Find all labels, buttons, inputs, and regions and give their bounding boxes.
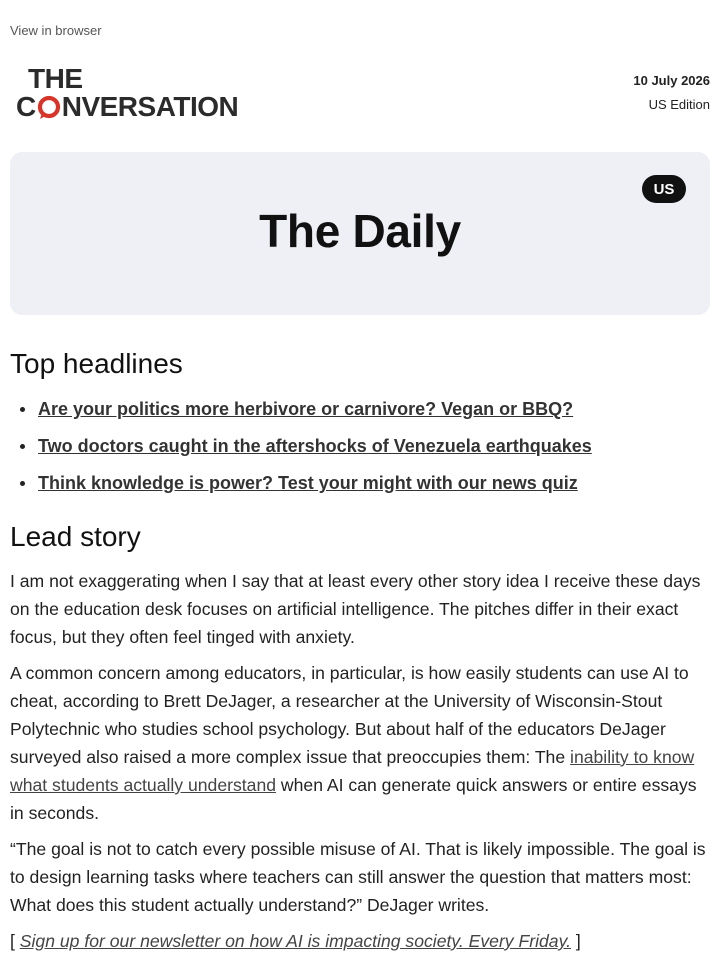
lead-paragraph-2-text-end: when AI can generate quick answers or entire essays in seconds. [10, 775, 697, 823]
newsletter-signup-line [10, 927, 712, 955]
edition-badge: US [642, 175, 686, 203]
speech-bubble-icon [37, 95, 61, 119]
lead-story-body [10, 567, 712, 963]
lead-paragraph-1: I am not exaggerating when I say that at least every other story idea I receive these days on the education desk focuses on artificial intelligence. The pitches differ in their exact focus, but they often feel tinged with anxiety. [10, 571, 701, 647]
logo-line-2 [16, 92, 238, 122]
newsletter-banner [10, 152, 710, 315]
lead-paragraph-3: “The goal is not to catch every possible misuse of AI. That is likely impossible. The goal is to design learning tasks where teachers can still answer the question that matters most: What does this student actually understand?” DeJager writes. [10, 839, 706, 915]
view-in-browser-link[interactable]: View in browser [10, 23, 102, 38]
headline-link-2[interactable]: Two doctors caught in the aftershocks of Venezuela earthquakes [38, 436, 592, 456]
signup-close-bracket: ] [570, 931, 581, 951]
headline-item [10, 395, 700, 432]
logo-letter-c: C [16, 91, 36, 122]
lead-paragraph-2 [10, 659, 712, 827]
logo-line-1: THE [28, 63, 83, 94]
understanding-article-link[interactable]: inability to know what students actually understand [10, 747, 695, 795]
headline-item [10, 469, 700, 506]
top-headlines-heading: Top headlines [10, 348, 183, 379]
headline-link-3[interactable]: Think knowledge is power? Test your might with our news quiz [38, 473, 578, 493]
lead-story-heading: Lead story [10, 521, 141, 552]
lead-paragraph-2-text: A common concern among educators, in particular, is how easily students can use AI to cheat, according to Brett DeJager, a researcher at the University of Wisconsin-Stout Polytechnic who studies school psychology. But about half of the educators DeJager surveyed also raised a more complex issue that preoccupies them: The [10, 663, 689, 767]
newsletter-title: The Daily [259, 205, 461, 257]
logo-remaining-letters: NVERSATION [61, 91, 239, 122]
signup-open-bracket: [ [10, 931, 20, 951]
headline-link-1[interactable]: Are your politics more herbivore or carnivore? Vegan or BBQ? [38, 399, 574, 419]
newsletter-signup-link[interactable]: Sign up for our newsletter on how AI is impacting society. Every Friday. [19, 931, 571, 951]
headline-item [10, 432, 700, 469]
top-headlines-list [10, 395, 700, 506]
issue-date: 10 July 2026 [633, 73, 710, 88]
edition-label: US Edition [648, 97, 710, 112]
the-conversation-logo[interactable] [16, 63, 239, 122]
